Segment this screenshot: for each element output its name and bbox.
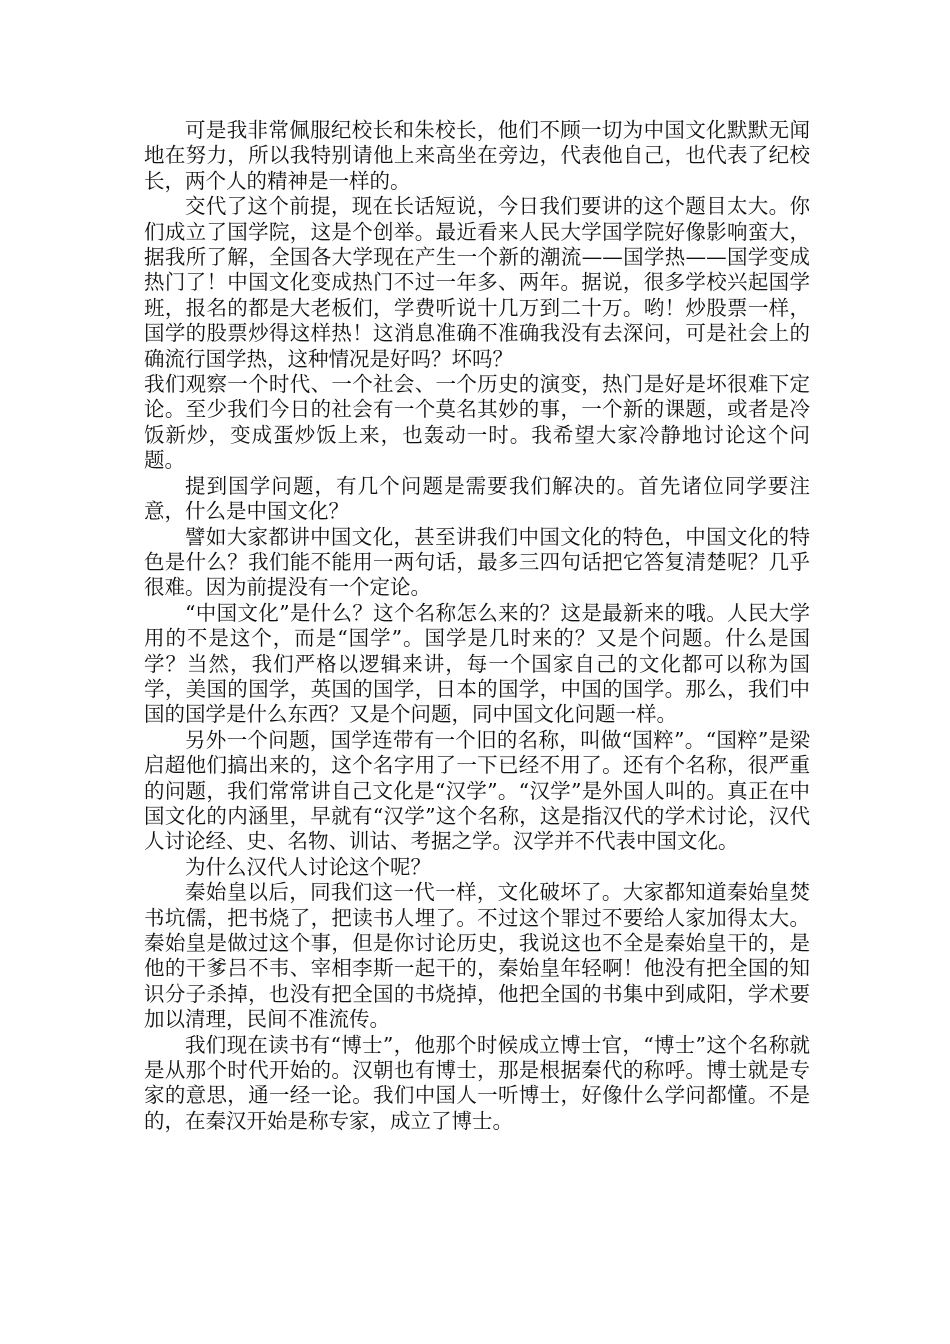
paragraph: “中国文化”是什么？这个名称怎么来的？这是最新来的哦。人民大学用的不是这个，而是“国学”。国学是几时来的？又是个问题。什么是国学？当然，我们严格以逻辑来讲，每一个国家自己的文化都可以称为国学，美国的国学，英国的国学，日本的国学，中国的国学。那么，我们中国的国学是什么东西？又是个问题，同中国文化问题一样。 [144, 600, 810, 727]
paragraph: 譬如大家都讲中国文化，甚至讲我们中国文化的特色，中国文化的特色是什么？我们能不能用一两句话，最多三四句话把它答复清楚呢？几乎很难。因为前提没有一个定论。 [144, 524, 810, 600]
paragraph: 我们观察一个时代、一个社会、一个历史的演变，热门是好是坏很难下定论。至少我们今日的社会有一个莫名其妙的事，一个新的课题，或者是冷饭新炒，变成蛋炒饭上来，也轰动一时。我希望大家冷静地讨论这个问题。 [144, 372, 810, 473]
paragraph: 另外一个问题，国学连带有一个旧的名称，叫做“国粹”。“国粹”是梁启超他们搞出来的，这个名字用了一下已经不用了。还有个名称，很严重的问题，我们常常讲自己文化是“汉学”。“汉学”是外国人叫的。真正在中国文化的内涵里，早就有“汉学”这个名称，这是指汉代的学术讨论，汉代人讨论经、史、名物、训诂、考据之学。汉学并不代表中国文化。 [144, 727, 810, 854]
document-body [144, 118, 810, 1134]
paragraph: 交代了这个前提，现在长话短说，今日我们要讲的这个题目太大。你们成立了国学院，这是个创举。最近看来人民大学国学院好像影响蛮大，据我所了解，全国各大学现在产生一个新的潮流——国学热——国学变成热门了！中国文化变成热门不过一年多、两年。据说，很多学校兴起国学班，报名的都是大老板们，学费听说十几万到二十万。哟！炒股票一样，国学的股票炒得这样热！这消息准确不准确我没有去深问，可是社会上的确流行国学热，这种情况是好吗？坏吗？ [144, 194, 810, 371]
paragraph: 秦始皇以后，同我们这一代一样，文化破坏了。大家都知道秦始皇焚书坑儒，把书烧了，把读书人埋了。不过这个罪过不要给人家加得太大。秦始皇是做过这个事，但是你讨论历史，我说这也不全是秦始皇干的，是他的干爹吕不韦、宰相李斯一起干的，秦始皇年轻啊！他没有把全国的知识分子杀掉，也没有把全国的书烧掉，他把全国的书集中到咸阳，学术要加以清理，民间不准流传。 [144, 880, 810, 1032]
paragraph: 可是我非常佩服纪校长和朱校长，他们不顾一切为中国文化默默无闻地在努力，所以我特别请他上来高坐在旁边，代表他自己，也代表了纪校长，两个人的精神是一样的。 [144, 118, 810, 193]
paragraph: 为什么汉代人讨论这个呢？ [185, 854, 431, 879]
paragraph: 提到国学问题，有几个问题是需要我们解决的。首先诸位同学要注意，什么是中国文化？ [144, 473, 810, 524]
paragraph: 我们现在读书有“博士”，他那个时候成立博士官，“博士”这个名称就是从那个时代开始的。汉朝也有博士，那是根据秦代的称呼。博士就是专家的意思，通一经一论。我们中国人一听博士，好像什么学问都懂。不是的，在秦汉开始是称专家，成立了博士。 [144, 1032, 810, 1133]
